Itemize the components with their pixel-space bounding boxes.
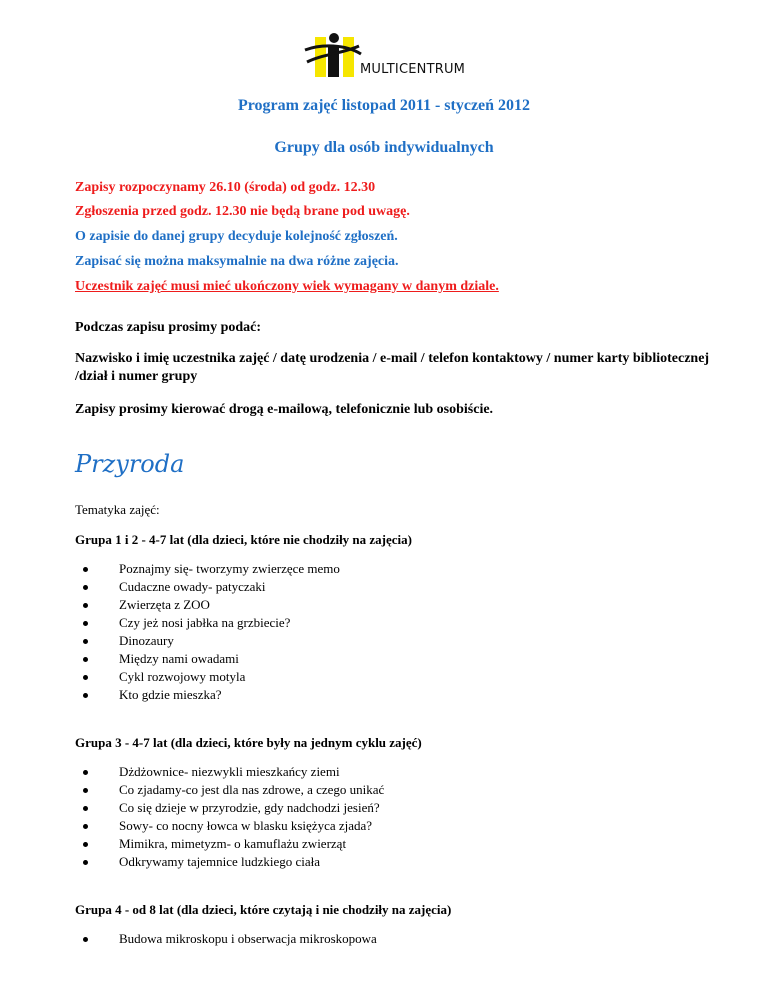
list-item: Odkrywamy tajemnice ludzkiego ciała (75, 853, 384, 871)
signup-heading: Podczas zapisu prosimy podać: (75, 320, 262, 335)
section-title: Przyroda (75, 450, 185, 478)
page-subtitle: Grupy dla osób indywidualnych (274, 139, 494, 156)
list-item: Dżdżownice- niezwykli mieszkańcy ziemi (75, 763, 384, 781)
notice-order: O zapisie do danej grupy decyduje kolejność zgłoszeń. (75, 229, 398, 244)
list-item: Mimikra, mimetyzm- o kamuflażu zwierząt (75, 835, 384, 853)
list-item: Między nami owadami (75, 650, 340, 668)
signup-details: Nazwisko i imię uczestnika zajęć / datę urodzenia / e-mail / telefon kontaktowy / numer karty bibliotecznej /dział i numer grupy (75, 351, 710, 384)
page-title: Program zajęć listopad 2011 - styczeń 2012 (237, 97, 531, 114)
list-item: Poznajmy się- tworzymy zwierzęce memo (75, 560, 340, 578)
group-heading: Grupa 4 - od 8 lat (dla dzieci, które czytają i nie chodziły na zajęcia) (75, 902, 452, 917)
list-item: Dinozaury (75, 632, 340, 650)
list-item: Co się dzieje w przyrodzie, gdy nadchodzi jesień? (75, 799, 384, 817)
multicentrum-logo (301, 32, 487, 80)
group-topic-list (75, 560, 340, 704)
notice-max-classes: Zapisać się można maksymalnie na dwa różne zajęcia. (75, 254, 399, 269)
group-heading: Grupa 1 i 2 - 4-7 lat (dla dzieci, które nie chodziły na zajęcia) (75, 532, 412, 547)
list-item: Kto gdzie mieszka? (75, 686, 340, 704)
list-item: Budowa mikroskopu i obserwacja mikroskopowa (75, 930, 377, 948)
group-topic-list (75, 763, 384, 871)
list-item: Cykl rozwojowy motyla (75, 668, 340, 686)
notice-early-submissions: Zgłoszenia przed godz. 12.30 nie będą brane pod uwagę. (75, 204, 410, 219)
list-item: Zwierzęta z ZOO (75, 596, 340, 614)
topics-label: Tematyka zajęć: (75, 502, 160, 517)
list-item: Co zjadamy-co jest dla nas zdrowe, a czego unikać (75, 781, 384, 799)
notice-age-requirement: Uczestnik zajęć musi mieć ukończony wiek wymagany w danym dziale. (75, 279, 499, 294)
list-item: Czy jeż nosi jabłka na grzbiecie? (75, 614, 340, 632)
group-topic-list (75, 930, 377, 948)
list-item: Cudaczne owady- patyczaki (75, 578, 340, 596)
group-heading: Grupa 3 - 4-7 lat (dla dzieci, które były na jednym cyklu zajęć) (75, 735, 422, 750)
signup-contact: Zapisy prosimy kierować drogą e-mailową, telefonicznie lub osobiście. (75, 402, 494, 417)
list-item: Sowy- co nocny łowca w blasku księżyca zjada? (75, 817, 384, 835)
notice-start-date: Zapisy rozpoczynamy 26.10 (środa) od godz. 12.30 (75, 180, 376, 195)
logo-text: MULTICENTRUM (360, 62, 466, 77)
